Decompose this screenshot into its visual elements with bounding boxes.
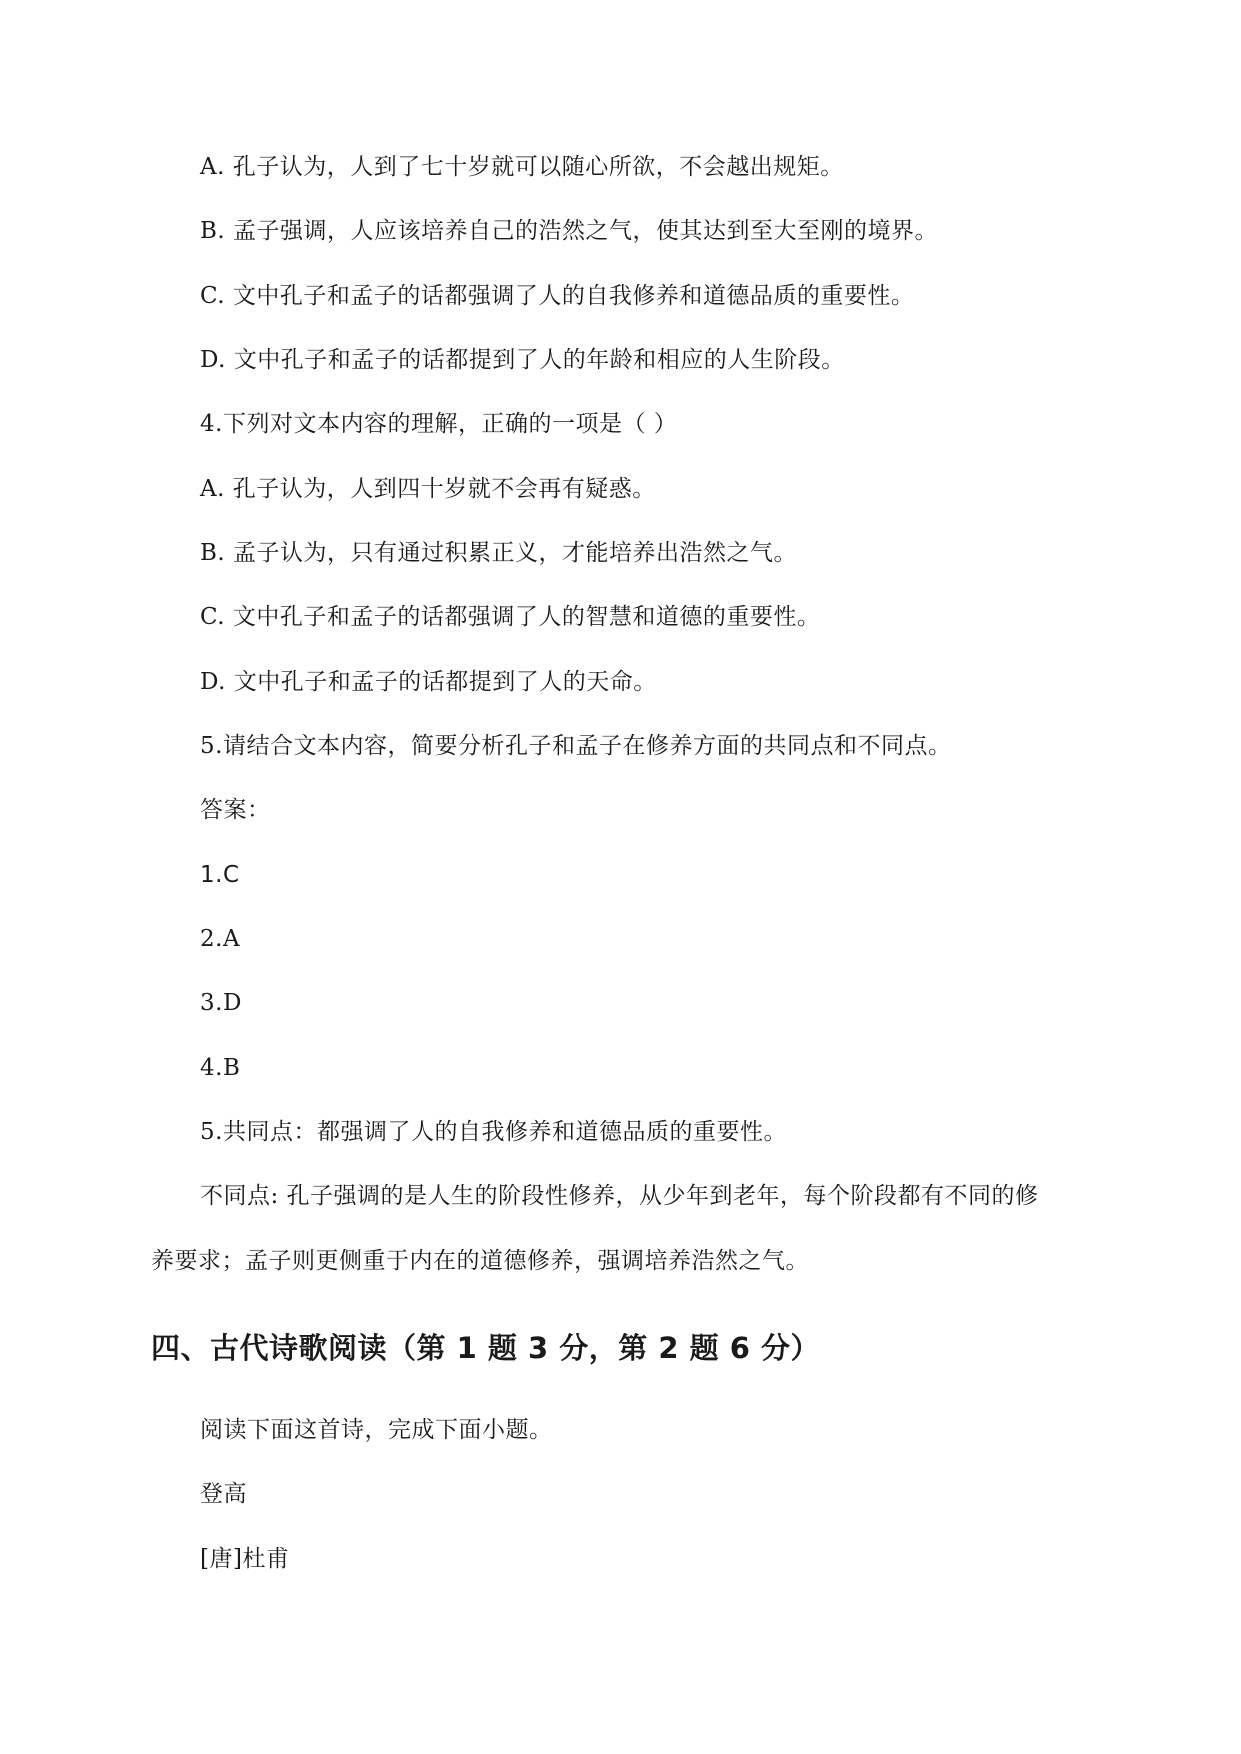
q4-option-b: B. 孟子认为，只有通过积累正义，才能培养出浩然之气。 — [200, 540, 798, 566]
answer-4: 4.B — [200, 1055, 241, 1081]
answers-label: 答案： — [200, 797, 271, 823]
poem-author: [唐]杜甫 — [200, 1546, 290, 1572]
q3-option-c: C. 文中孔子和孟子的话都强调了人的自我修养和道德品质的重要性。 — [200, 283, 915, 309]
answer-1: 1.C — [200, 862, 240, 888]
section-instruction: 阅读下面这首诗，完成下面小题。 — [200, 1417, 553, 1443]
answer-3: 3.D — [200, 990, 242, 1016]
q4-stem: 4.下列对文本内容的理解，正确的一项是（ ） — [200, 411, 678, 437]
section-heading: 四、古代诗歌阅读（第 1 题 3 分，第 2 题 6 分） — [151, 1331, 820, 1365]
answer-5-diff-line2: 养要求；孟子则更侧重于内在的道德修养，强调培养浩然之气。 — [151, 1248, 809, 1274]
answer-2: 2.A — [200, 926, 241, 952]
poem-title: 登高 — [200, 1481, 247, 1507]
q3-option-a: A. 孔子认为，人到了七十岁就可以随心所欲，不会越出规矩。 — [200, 154, 844, 180]
q4-option-c: C. 文中孔子和孟子的话都强调了人的智慧和道德的重要性。 — [200, 604, 821, 630]
answer-5-common: 5.共同点：都强调了人的自我修养和道德品质的重要性。 — [200, 1119, 787, 1145]
q4-option-a: A. 孔子认为，人到四十岁就不会再有疑惑。 — [200, 476, 656, 502]
q5-stem: 5.请结合文本内容，简要分析孔子和孟子在修养方面的共同点和不同点。 — [200, 733, 952, 759]
q4-option-d: D. 文中孔子和孟子的话都提到了人的天命。 — [200, 669, 657, 695]
q3-option-d: D. 文中孔子和孟子的话都提到了人的年龄和相应的人生阶段。 — [200, 347, 845, 373]
answer-5-diff-line1: 不同点: 孔子强调的是人生的阶段性修养，从少年到老年，每个阶段都有不同的修 — [200, 1183, 1039, 1209]
q3-option-b: B. 孟子强调，人应该培养自己的浩然之气，使其达到至大至刚的境界。 — [200, 218, 939, 244]
